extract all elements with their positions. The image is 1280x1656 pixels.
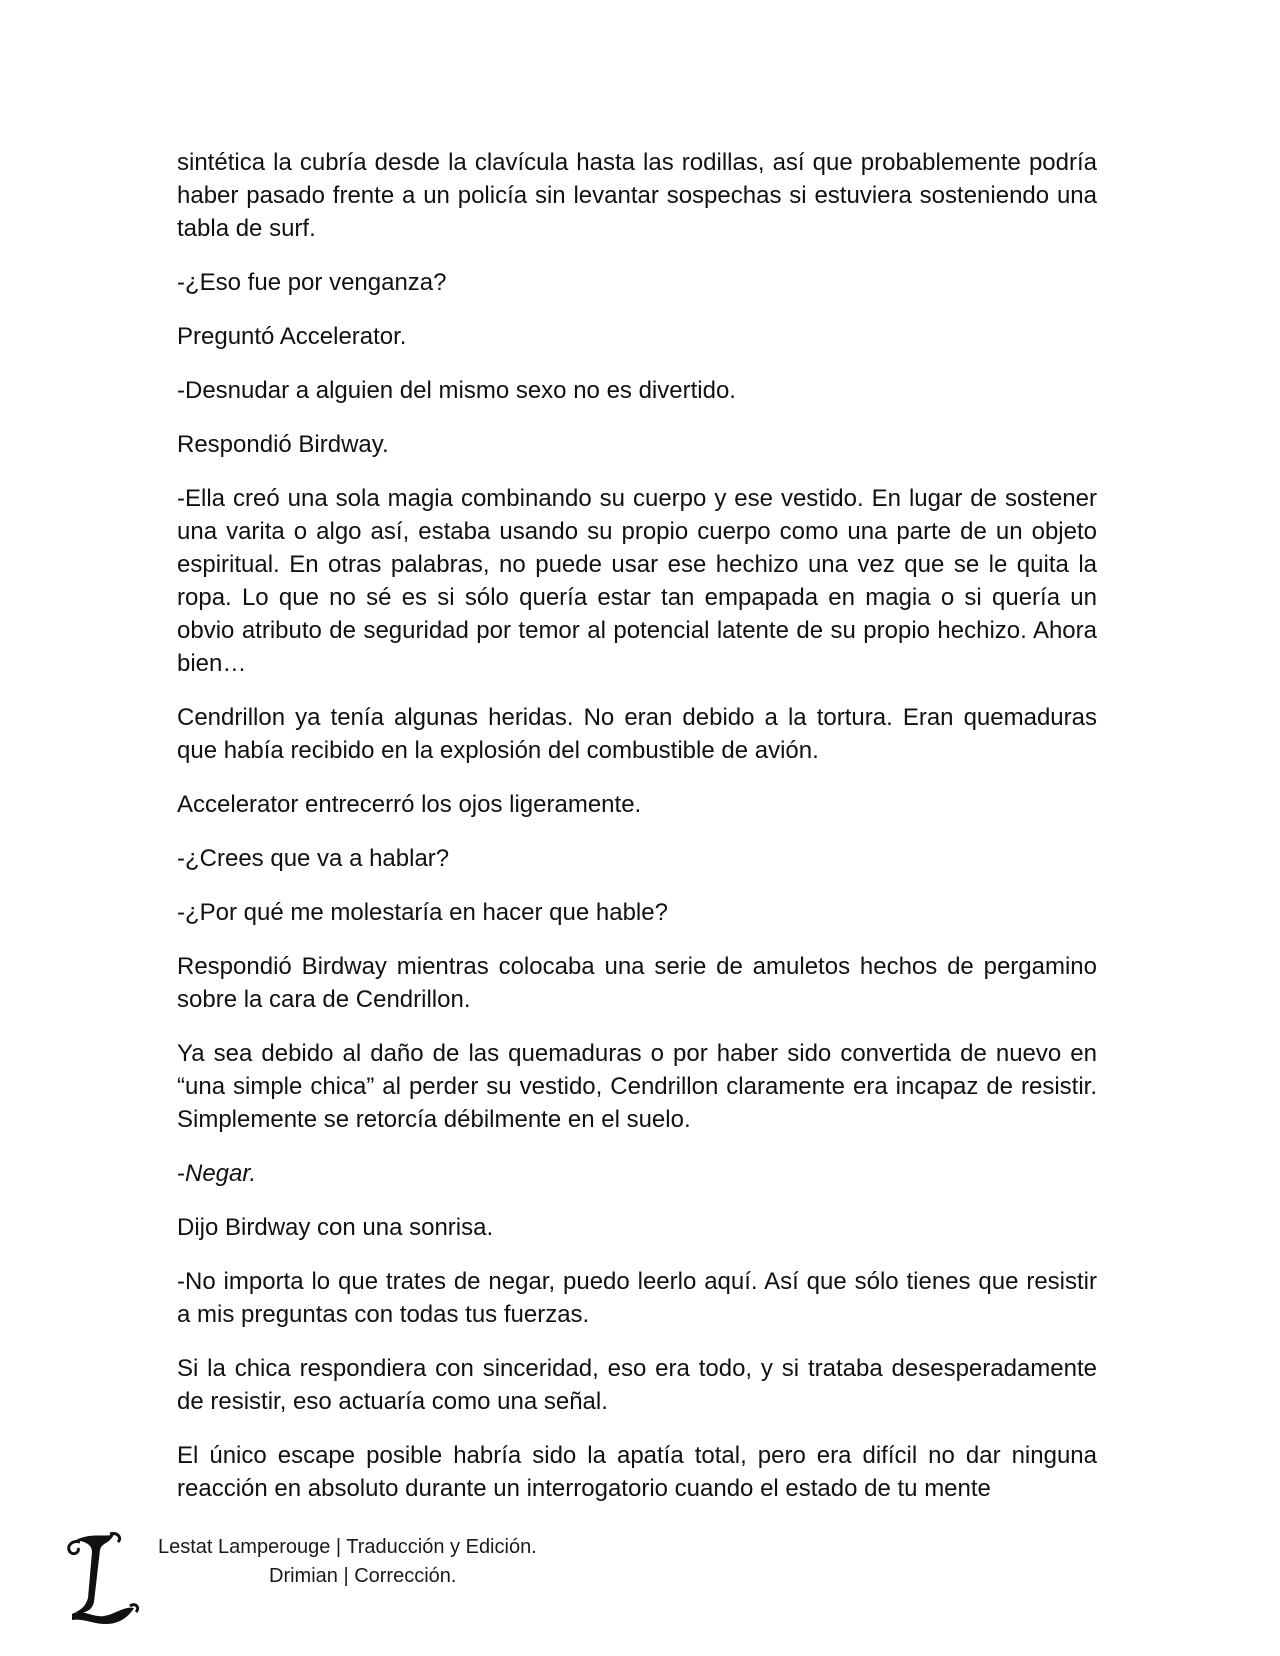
- footer-credits-translation: Lestat Lamperouge | Traducción y Edición.: [158, 1536, 537, 1558]
- dash-prefix: -: [177, 1160, 185, 1187]
- paragraph: -Ella creó una sola magia combinando su cuerpo y ese vestido. En lugar de sostener una varita o algo así, estaba usando su propio cuerpo como una parte de un objeto espiritual. En otras palabras, no puede usar ese hechizo una vez que se le quita la ropa. Lo que no sé es si sólo quería estar tan empapada en magia o si quería un obvio atributo de seguridad por temor al potencial latente de su propio hechizo. Ahora bien…: [177, 485, 1097, 677]
- footer-credits-correction: Drimian | Corrección.: [269, 1565, 457, 1587]
- document-body: [177, 146, 1097, 1505]
- paragraph: Ya sea debido al daño de las quemaduras o por haber sido convertida de nuevo en “una simple chica” al perder su vestido, Cendrillon claramente era incapaz de resistir. Simplemente se retorcía débilmente en el suelo.: [177, 1040, 1097, 1133]
- paragraph: Respondió Birdway.: [177, 431, 389, 458]
- paragraph: Si la chica respondiera con sinceridad, eso era todo, y si trataba desesperadamente de resistir, eso actuaría como una señal.: [177, 1355, 1097, 1415]
- paragraph: -¿Eso fue por venganza?: [177, 269, 447, 296]
- paragraph: sintética la cubría desde la clavícula hasta las rodillas, así que probablemente podría haber pasado frente a un policía sin levantar sospechas si estuviera sosteniendo una tabla de surf.: [177, 149, 1097, 242]
- paragraph: Accelerator entrecerró los ojos ligeramente.: [177, 791, 642, 818]
- paragraph: Cendrillon ya tenía algunas heridas. No eran debido a la tortura. Eran quemaduras que había recibido en la explosión del combustible de avión.: [177, 704, 1097, 764]
- paragraph: Dijo Birdway con una sonrisa.: [177, 1214, 494, 1241]
- paragraph: -Desnudar a alguien del mismo sexo no es divertido.: [177, 377, 736, 404]
- paragraph: Respondió Birdway mientras colocaba una serie de amuletos hechos de pergamino sobre la cara de Cendrillon.: [177, 953, 1097, 1013]
- gothic-l-logo-icon: [62, 1528, 142, 1628]
- paragraph: Preguntó Accelerator.: [177, 323, 407, 350]
- paragraph: -¿Por qué me molestaría en hacer que hable?: [177, 899, 668, 926]
- page-footer: [62, 1528, 582, 1628]
- paragraph-negar: [177, 1157, 1097, 1190]
- italic-word: Negar.: [185, 1160, 257, 1187]
- paragraph: -No importa lo que trates de negar, puedo leerlo aquí. Así que sólo tienes que resistir a mis preguntas con todas tus fuerzas.: [177, 1268, 1097, 1328]
- paragraph: -¿Crees que va a hablar?: [177, 845, 450, 872]
- paragraph: El único escape posible habría sido la apatía total, pero era difícil no dar ninguna reacción en absoluto durante un interrogatorio cuando el estado de tu mente: [177, 1442, 1097, 1502]
